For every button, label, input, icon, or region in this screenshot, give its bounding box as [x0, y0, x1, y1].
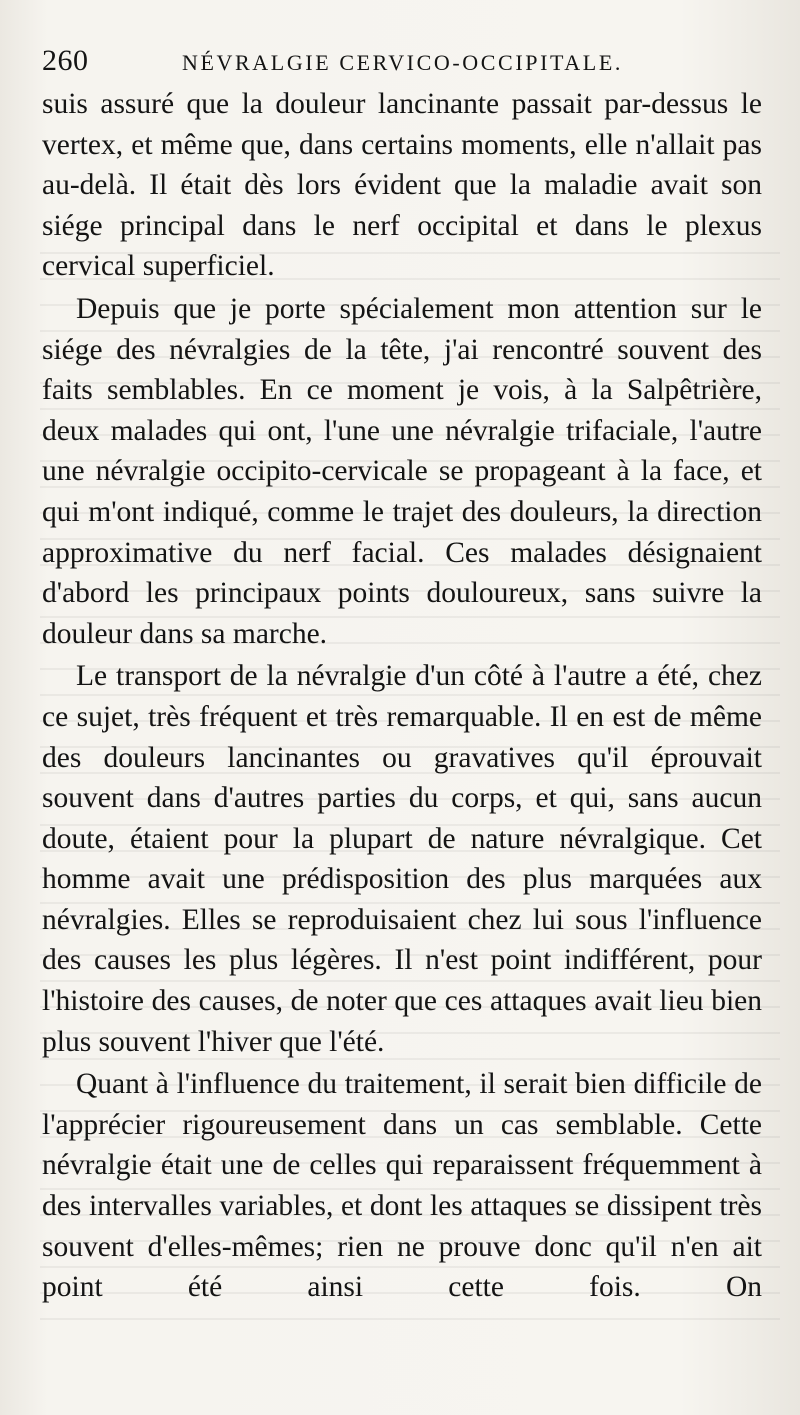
- paragraph-continuation: suis assuré que la douleur lancinante passait par-dessus le vertex, et même que, dans certains moments, elle n'allait pas au-delà. Il était dès lors évident que la maladie avait son siége principal dans le nerf occipital et dans le plexus cervical superficiel.: [42, 88, 762, 283]
- paragraph: Depuis que je porte spécialement mon attention sur le siége des névralgies de la tête, j'ai rencontré souvent des faits semblables. En ce moment je vois, à la Salpêtrière, deux malades qui ont, l'une une névralgie trifaciale, l'autre une névralgie occipito-cervicale se propageant à la face, et qui m'ont indiqué, comme le trajet des douleurs, la direction approximative du nerf facial. Ces malades désignaient d'abord les principaux points douloureux, sans suivre la douleur dans sa marche.: [42, 292, 762, 650]
- paragraph: Quant à l'influence du traitement, il serait bien difficile de l'apprécier rigoureusement dans un cas semblable. Cette névralgie était une de celles qui reparaissent fréquemment à des intervalles variables, et dont les attaques se dissipent très souvent d'elles-mêmes; rien ne prouve donc qu'il n'en ait point été ainsi cette fois. On: [42, 1068, 762, 1304]
- body-text: [42, 84, 762, 1308]
- running-title: NÉVRALGIE CERVICO-OCCIPITALE.: [182, 50, 623, 75]
- paragraph: Le transport de la névralgie d'un côté à l'autre a été, chez ce sujet, très fréquent et très remarquable. Il en est de même des douleurs lancinantes ou gravatives qu'il éprouvait souvent dans d'autres parties du corps, et qui, sans aucun doute, étaient pour la plupart de nature névralgique. Cet homme avait une prédisposition des plus marquées aux névralgies. Elles se reproduisaient chez lui sous l'influence des causes les plus légères. Il n'est point indifférent, pour l'histoire des causes, de noter que ces attaques avait lieu bien plus souvent l'hiver que l'été.: [42, 660, 762, 1058]
- page-number: 260: [42, 44, 89, 77]
- page-header: [42, 42, 762, 82]
